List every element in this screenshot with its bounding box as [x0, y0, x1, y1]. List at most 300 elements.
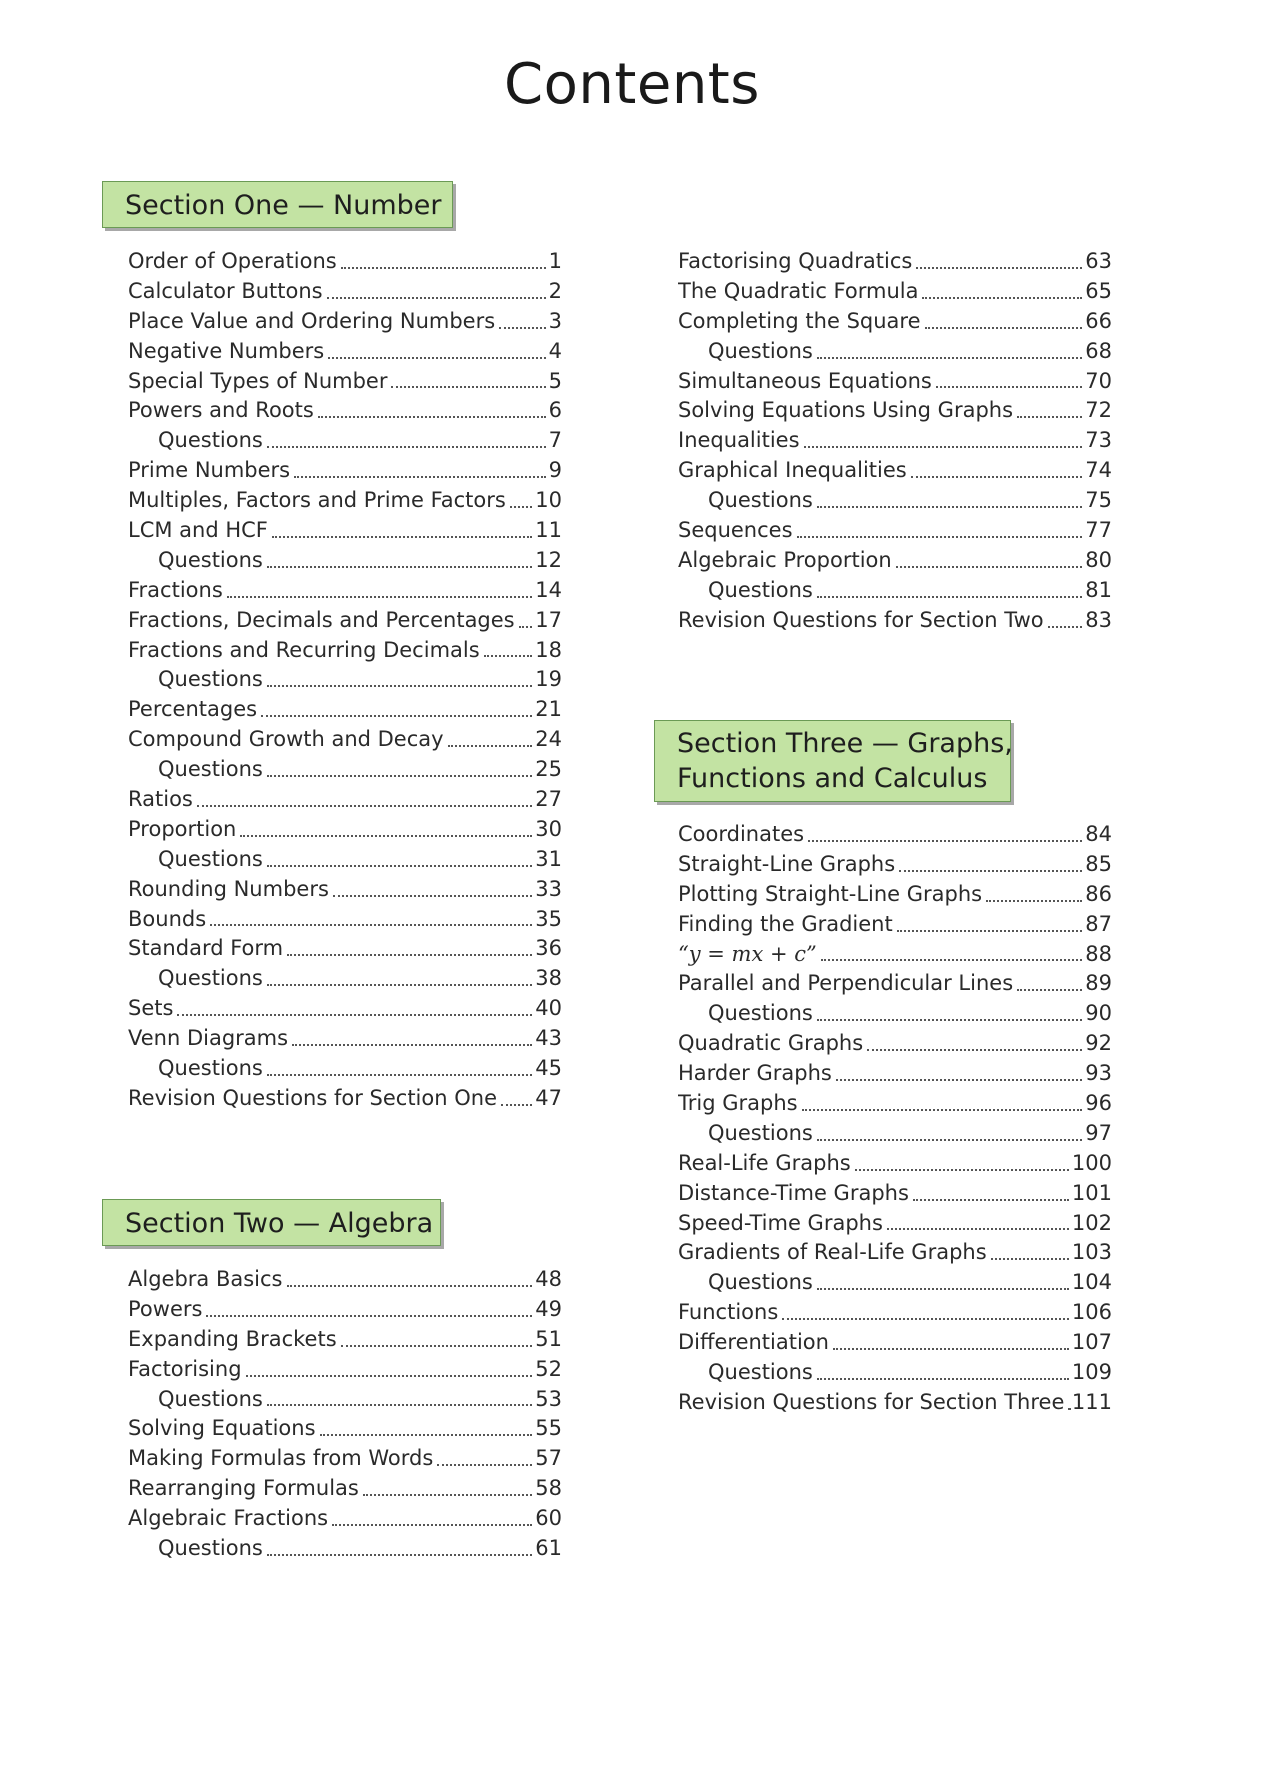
toc-entry-page-number: 38: [535, 966, 562, 991]
dot-leader: [817, 506, 1082, 508]
toc-entry[interactable]: [128, 757, 562, 787]
dot-leader: [887, 1228, 1069, 1230]
toc-entry-page-number: 109: [1071, 1360, 1112, 1385]
toc-entry-page-number: 89: [1085, 971, 1112, 996]
section-two-toc-continued: [678, 249, 1112, 638]
toc-entry[interactable]: [678, 1300, 1112, 1330]
toc-entry-label: Questions: [158, 428, 263, 453]
toc-entry[interactable]: [128, 877, 562, 907]
dot-leader: [925, 327, 1083, 329]
toc-entry[interactable]: [678, 1211, 1112, 1241]
dot-leader: [913, 1199, 1069, 1201]
toc-entry[interactable]: [678, 578, 1112, 608]
toc-entry-page-number: 24: [535, 727, 562, 752]
toc-entry-page-number: 65: [1085, 278, 1112, 303]
toc-entry-label: Graphical Inequalities: [678, 458, 907, 483]
dot-leader: [817, 596, 1082, 598]
toc-entry-label: Questions: [708, 1360, 813, 1385]
dot-leader: [922, 297, 1082, 299]
toc-entry-label: Powers: [128, 1296, 203, 1321]
toc-entry-label: Gradients of Real-Life Graphs: [678, 1240, 987, 1265]
toc-entry[interactable]: [128, 996, 562, 1026]
toc-entry-label: Algebraic Fractions: [128, 1506, 329, 1531]
dot-leader: [1048, 626, 1083, 628]
dot-leader: [292, 1044, 532, 1046]
toc-entry-page-number: 2: [548, 278, 562, 303]
toc-entry-page-number: 96: [1085, 1091, 1112, 1116]
toc-entry[interactable]: [678, 852, 1112, 882]
toc-entry-page-number: 12: [535, 547, 562, 572]
toc-entry-page-number: 68: [1085, 338, 1112, 363]
toc-entry-label: Calculator Buttons: [128, 278, 323, 303]
toc-entry-label: Questions: [158, 1386, 263, 1411]
toc-entry[interactable]: [128, 608, 562, 638]
toc-entry-label: Solving Equations: [128, 1416, 316, 1441]
toc-entry[interactable]: [678, 1121, 1112, 1151]
toc-entry-label: Rearranging Formulas: [128, 1476, 359, 1501]
dot-leader: [267, 775, 532, 777]
dot-leader: [501, 1104, 532, 1106]
toc-entry[interactable]: [678, 339, 1112, 369]
toc-entry-label: Percentages: [128, 697, 258, 722]
section-three-heading-line2: Functions and Calculus: [677, 763, 988, 794]
dot-leader: [897, 930, 1083, 932]
toc-entry-page-number: 40: [535, 996, 562, 1021]
toc-entry-page-number: 100: [1071, 1150, 1112, 1175]
toc-entry[interactable]: [128, 458, 562, 488]
dot-leader: [267, 1074, 532, 1076]
toc-entry-label: Questions: [158, 846, 263, 871]
dot-leader: [817, 1288, 1069, 1290]
toc-entry-page-number: 73: [1085, 428, 1112, 453]
toc-entry-page-number: 10: [535, 488, 562, 513]
toc-entry-page-number: 33: [535, 876, 562, 901]
toc-entry-label: Fractions, Decimals and Percentages: [128, 607, 515, 632]
toc-entry-label: “y = mx + c”: [678, 941, 817, 966]
toc-entry-page-number: 30: [535, 816, 562, 841]
toc-entry[interactable]: [128, 1446, 562, 1476]
toc-entry-label: Plotting Straight-Line Graphs: [678, 881, 983, 906]
dot-leader: [817, 357, 1082, 359]
toc-entry-page-number: 84: [1085, 822, 1112, 846]
toc-entry[interactable]: [128, 817, 562, 847]
toc-entry-page-number: 66: [1085, 308, 1112, 333]
toc-entry-page-number: 60: [535, 1506, 562, 1531]
dot-leader: [341, 1345, 533, 1347]
toc-entry-label: The Quadratic Formula: [678, 278, 919, 303]
toc-entry-label: Parallel and Perpendicular Lines: [678, 971, 1014, 996]
toc-entry[interactable]: [128, 488, 562, 518]
toc-entry[interactable]: [128, 578, 562, 608]
toc-entry-label: Ratios: [128, 787, 193, 812]
toc-entry-page-number: 102: [1071, 1210, 1112, 1235]
dot-leader: [802, 1109, 1083, 1111]
toc-entry[interactable]: [128, 1416, 562, 1446]
toc-entry[interactable]: [128, 697, 562, 727]
toc-entry-label: Questions: [708, 1120, 813, 1145]
dot-leader: [267, 1404, 532, 1406]
toc-entry-page-number: 18: [535, 637, 562, 662]
dot-leader: [782, 1318, 1069, 1320]
toc-entry[interactable]: [678, 398, 1112, 428]
toc-entry-page-number: 51: [535, 1326, 562, 1351]
toc-entry-label: Questions: [158, 966, 263, 991]
toc-entry-page-number: 17: [535, 607, 562, 632]
dot-leader: [510, 506, 532, 508]
toc-entry-label: Straight-Line Graphs: [678, 851, 896, 876]
toc-entry-label: Making Formulas from Words: [128, 1446, 434, 1471]
toc-entry-page-number: 47: [535, 1085, 562, 1110]
section-one-heading[interactable]: Section One — Number: [102, 181, 453, 228]
dot-leader: [246, 1375, 533, 1377]
toc-entry-page-number: 52: [535, 1356, 562, 1381]
toc-entry-label: Inequalities: [678, 428, 800, 453]
toc-entry-label: Expanding Brackets: [128, 1326, 337, 1351]
toc-entry-page-number: 87: [1085, 911, 1112, 936]
toc-entry-label: Simultaneous Equations: [678, 368, 932, 393]
toc-entry-page-number: 104: [1071, 1270, 1112, 1295]
dot-leader: [332, 1524, 532, 1526]
dot-leader: [318, 416, 546, 418]
toc-entry[interactable]: [128, 638, 562, 668]
dot-leader: [287, 954, 532, 956]
toc-entry-label: Compound Growth and Decay: [128, 727, 444, 752]
toc-entry-page-number: 9: [548, 458, 562, 483]
toc-entry[interactable]: [678, 942, 1112, 972]
toc-entry[interactable]: [128, 907, 562, 937]
toc-entry[interactable]: [128, 1026, 562, 1056]
left-column: [125, 0, 562, 1788]
toc-entry-label: Quadratic Graphs: [678, 1031, 864, 1056]
dot-leader: [267, 865, 532, 867]
dot-leader: [437, 1464, 532, 1466]
dot-leader: [267, 446, 546, 448]
toc-entry-label: Bounds: [128, 906, 207, 931]
toc-entry-label: Trig Graphs: [678, 1091, 798, 1116]
toc-entry-page-number: 81: [1085, 577, 1112, 602]
toc-entry[interactable]: [678, 518, 1112, 548]
toc-entry[interactable]: [678, 822, 1112, 852]
dot-leader: [197, 805, 532, 807]
toc-entry-label: Negative Numbers: [128, 338, 325, 363]
toc-entry-label: Completing the Square: [678, 308, 921, 333]
dot-leader: [986, 900, 1082, 902]
toc-entry-label: Functions: [678, 1300, 779, 1325]
toc-entry[interactable]: [678, 1091, 1112, 1121]
toc-entry-page-number: 77: [1085, 518, 1112, 543]
toc-entry-label: Solving Equations Using Graphs: [678, 398, 1014, 423]
toc-entry-page-number: 90: [1085, 1001, 1112, 1026]
dot-leader: [1017, 989, 1082, 991]
toc-entry-page-number: 70: [1085, 368, 1112, 393]
toc-entry[interactable]: [678, 249, 1112, 279]
dot-leader: [391, 386, 545, 388]
toc-entry-page-number: 19: [535, 667, 562, 692]
toc-entry-label: Revision Questions for Section Two: [678, 607, 1044, 632]
toc-entry[interactable]: [128, 548, 562, 578]
toc-entry-label: Questions: [708, 1001, 813, 1026]
dot-leader: [797, 536, 1083, 538]
toc-entry-page-number: 35: [535, 906, 562, 931]
toc-entry[interactable]: [128, 1297, 562, 1327]
dot-leader: [867, 1049, 1082, 1051]
toc-entry-page-number: 103: [1071, 1240, 1112, 1265]
toc-entry-label: Questions: [158, 667, 263, 692]
toc-entry-label: Powers and Roots: [128, 398, 314, 423]
dot-leader: [1068, 1408, 1069, 1410]
dot-leader: [227, 596, 532, 598]
toc-entry-label: Prime Numbers: [128, 458, 291, 483]
toc-entry[interactable]: [678, 428, 1112, 458]
toc-entry-page-number: 74: [1085, 458, 1112, 483]
dot-leader: [206, 1315, 532, 1317]
toc-entry-label: Special Types of Number: [128, 368, 388, 393]
dot-leader: [267, 566, 532, 568]
toc-entry-page-number: 106: [1071, 1300, 1112, 1325]
toc-entry-label: Revision Questions for Section One: [128, 1085, 497, 1110]
toc-entry-label: Questions: [158, 757, 263, 782]
dot-leader: [899, 870, 1082, 872]
dot-leader: [833, 1348, 1069, 1350]
toc-entry[interactable]: [128, 727, 562, 757]
section-one-toc: [128, 249, 562, 1116]
toc-entry-page-number: 48: [535, 1267, 562, 1291]
toc-entry[interactable]: [128, 339, 562, 369]
toc-entry[interactable]: [678, 1001, 1112, 1031]
toc-entry-label: Questions: [158, 547, 263, 572]
dot-leader: [320, 1434, 533, 1436]
toc-entry-page-number: 85: [1085, 851, 1112, 876]
toc-entry-page-number: 25: [535, 757, 562, 782]
toc-entry-page-number: 107: [1071, 1330, 1112, 1355]
toc-entry-page-number: 97: [1085, 1120, 1112, 1145]
toc-entry-page-number: 55: [535, 1416, 562, 1441]
toc-entry-label: Harder Graphs: [678, 1061, 832, 1086]
dot-leader: [363, 1494, 532, 1496]
dot-leader: [333, 895, 532, 897]
section-three-heading[interactable]: [654, 720, 1011, 802]
toc-entry[interactable]: [678, 279, 1112, 309]
right-column: [677, 0, 1112, 1788]
toc-entry-page-number: 43: [535, 1026, 562, 1051]
section-three-toc: [678, 822, 1112, 1420]
section-two-toc: [128, 1267, 562, 1566]
dot-leader: [267, 984, 532, 986]
dot-leader: [267, 1554, 532, 1556]
toc-entry-label: Rounding Numbers: [128, 876, 329, 901]
toc-entry[interactable]: [128, 1267, 562, 1297]
toc-entry[interactable]: [678, 1151, 1112, 1181]
section-two-heading[interactable]: Section Two — Algebra: [102, 1199, 441, 1246]
toc-entry-page-number: 61: [535, 1536, 562, 1561]
toc-entry[interactable]: [128, 667, 562, 697]
dot-leader: [177, 1014, 532, 1016]
toc-entry-label: Sets: [128, 996, 174, 1021]
toc-entry-label: Standard Form: [128, 936, 284, 961]
toc-entry-label: Questions: [708, 577, 813, 602]
toc-entry[interactable]: [678, 608, 1112, 638]
toc-entry[interactable]: [128, 847, 562, 877]
toc-entry-page-number: 111: [1071, 1389, 1112, 1414]
toc-entry[interactable]: [128, 398, 562, 428]
toc-entry-page-number: 31: [535, 846, 562, 871]
dot-leader: [261, 715, 532, 717]
toc-entry-label: Coordinates: [678, 822, 805, 846]
dot-leader: [267, 685, 532, 687]
section-three-heading-line1: Section Three — Graphs,: [677, 728, 1013, 759]
dot-leader: [821, 959, 1083, 961]
toc-entry[interactable]: [128, 1357, 562, 1387]
toc-entry-label: Algebra Basics: [128, 1267, 283, 1291]
dot-leader: [499, 327, 545, 329]
toc-entry[interactable]: [128, 309, 562, 339]
dot-leader: [448, 745, 533, 747]
toc-entry[interactable]: [128, 1086, 562, 1116]
toc-entry-label: Finding the Gradient: [678, 911, 893, 936]
toc-entry[interactable]: [128, 279, 562, 309]
toc-entry[interactable]: [128, 518, 562, 548]
dot-leader: [896, 566, 1083, 568]
toc-entry[interactable]: [128, 1327, 562, 1357]
toc-entry[interactable]: [678, 309, 1112, 339]
dot-leader: [341, 267, 546, 269]
toc-entry-label: LCM and HCF: [128, 518, 268, 543]
toc-entry[interactable]: [128, 966, 562, 996]
dot-leader: [836, 1079, 1082, 1081]
toc-entry-label: Sequences: [678, 518, 793, 543]
toc-entry-label: Speed-Time Graphs: [678, 1210, 883, 1235]
toc-entry-page-number: 80: [1085, 547, 1112, 572]
toc-entry[interactable]: [678, 488, 1112, 518]
page-title: Contents: [504, 52, 760, 117]
dot-leader: [804, 446, 1083, 448]
toc-entry[interactable]: [128, 249, 562, 279]
dot-leader: [817, 1019, 1082, 1021]
toc-entry-label: Factorising Quadratics: [678, 249, 913, 273]
toc-entry[interactable]: [678, 971, 1112, 1001]
toc-entry[interactable]: [128, 369, 562, 399]
toc-entry-label: Venn Diagrams: [128, 1026, 289, 1051]
toc-entry-page-number: 5: [548, 368, 562, 393]
toc-entry[interactable]: [678, 1330, 1112, 1360]
toc-entry-label: Place Value and Ordering Numbers: [128, 308, 496, 333]
toc-entry[interactable]: [678, 1360, 1112, 1390]
toc-entry[interactable]: [678, 548, 1112, 578]
toc-entry-page-number: 53: [535, 1386, 562, 1411]
toc-entry[interactable]: [678, 1240, 1112, 1270]
toc-entry-page-number: 4: [548, 338, 562, 363]
dot-leader: [911, 476, 1083, 478]
toc-entry[interactable]: [678, 458, 1112, 488]
toc-entry-page-number: 83: [1085, 607, 1112, 632]
dot-leader: [991, 1258, 1069, 1260]
toc-entry-page-number: 101: [1071, 1180, 1112, 1205]
dot-leader: [519, 626, 533, 628]
toc-entry-page-number: 58: [535, 1476, 562, 1501]
toc-entry[interactable]: [678, 1390, 1112, 1420]
toc-entry[interactable]: [678, 1061, 1112, 1091]
toc-entry[interactable]: [128, 936, 562, 966]
toc-entry-label: Revision Questions for Section Three: [678, 1389, 1065, 1414]
toc-entry[interactable]: [128, 1536, 562, 1566]
dot-leader: [294, 476, 546, 478]
toc-entry-page-number: 36: [535, 936, 562, 961]
dot-leader: [327, 297, 546, 299]
toc-entry[interactable]: [128, 1056, 562, 1086]
toc-entry-page-number: 86: [1085, 881, 1112, 906]
toc-entry[interactable]: [678, 369, 1112, 399]
dot-leader: [240, 835, 532, 837]
dot-leader: [484, 655, 533, 657]
toc-entry-page-number: 14: [535, 577, 562, 602]
toc-entry-label: Differentiation: [678, 1330, 829, 1355]
toc-entry-page-number: 7: [548, 428, 562, 453]
toc-entry-label: Multiples, Factors and Prime Factors: [128, 488, 506, 513]
toc-entry-page-number: 57: [535, 1446, 562, 1471]
toc-entry[interactable]: [128, 1387, 562, 1417]
dot-leader: [210, 924, 532, 926]
toc-entry-page-number: 21: [535, 697, 562, 722]
dot-leader: [936, 386, 1082, 388]
toc-entry-label: Questions: [158, 1056, 263, 1081]
toc-entry[interactable]: [678, 1270, 1112, 1300]
toc-entry-label: Order of Operations: [128, 249, 337, 273]
dot-leader: [855, 1169, 1069, 1171]
toc-entry[interactable]: [678, 1031, 1112, 1061]
toc-entry-page-number: 63: [1085, 249, 1112, 273]
dot-leader: [328, 357, 545, 359]
toc-entry[interactable]: [128, 1476, 562, 1506]
toc-entry[interactable]: [678, 882, 1112, 912]
toc-entry[interactable]: [678, 1181, 1112, 1211]
toc-entry-label: Fractions: [128, 577, 223, 602]
toc-entry-page-number: 27: [535, 787, 562, 812]
toc-entry-label: Questions: [708, 338, 813, 363]
dot-leader: [817, 1378, 1069, 1380]
dot-leader: [916, 267, 1082, 269]
toc-entry-label: Fractions and Recurring Decimals: [128, 637, 480, 662]
toc-entry[interactable]: [128, 1506, 562, 1536]
toc-entry-page-number: 93: [1085, 1061, 1112, 1086]
toc-entry-label: Questions: [708, 488, 813, 513]
toc-entry-page-number: 49: [535, 1296, 562, 1321]
toc-entry[interactable]: [128, 428, 562, 458]
toc-entry-page-number: 72: [1085, 398, 1112, 423]
toc-entry-label: Questions: [708, 1270, 813, 1295]
toc-entry-page-number: 45: [535, 1056, 562, 1081]
toc-entry-page-number: 92: [1085, 1031, 1112, 1056]
toc-entry-page-number: 11: [535, 518, 562, 543]
toc-entry-page-number: 88: [1085, 941, 1112, 966]
toc-entry-label: Questions: [158, 1536, 263, 1561]
toc-entry-page-number: 3: [548, 308, 562, 333]
toc-entry[interactable]: [128, 787, 562, 817]
dot-leader: [1017, 416, 1082, 418]
dot-leader: [808, 840, 1082, 842]
dot-leader: [817, 1139, 1082, 1141]
toc-entry-label: Distance-Time Graphs: [678, 1180, 909, 1205]
toc-entry-page-number: 1: [548, 249, 562, 273]
toc-entry-label: Factorising: [128, 1356, 242, 1381]
toc-entry-page-number: 75: [1085, 488, 1112, 513]
toc-entry-label: Real-Life Graphs: [678, 1150, 851, 1175]
toc-entry[interactable]: [678, 912, 1112, 942]
dot-leader: [287, 1285, 533, 1287]
toc-entry-label: Algebraic Proportion: [678, 547, 892, 572]
dot-leader: [272, 536, 532, 538]
toc-entry-label: Proportion: [128, 816, 237, 841]
toc-entry-page-number: 6: [548, 398, 562, 423]
